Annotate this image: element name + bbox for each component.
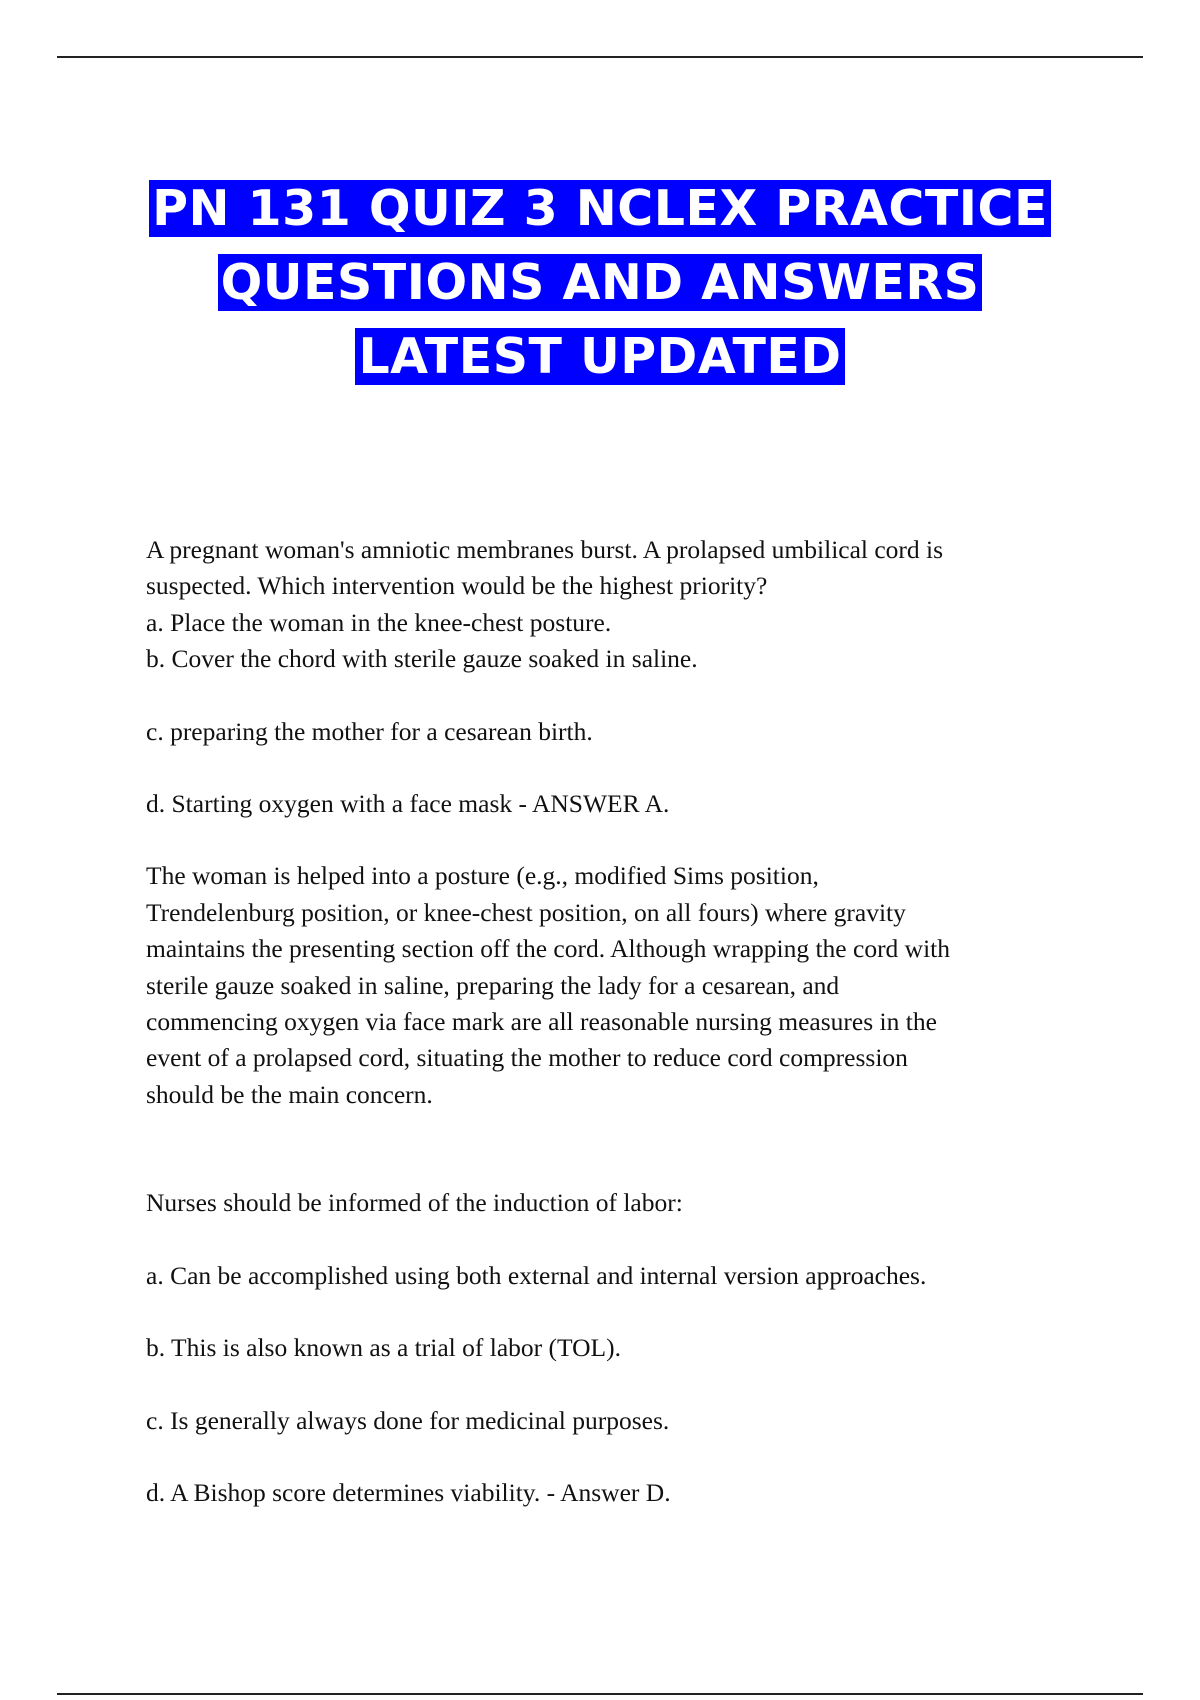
q1-option-b: b. Cover the chord with sterile gauze soaked in saline.: [146, 644, 698, 674]
q1-option-a: a. Place the woman in the knee-chest posture.: [146, 607, 612, 637]
title-line-3: LATEST UPDATED: [0, 320, 1200, 394]
q2-option-c: c. Is generally always done for medicinal purposes.: [146, 1405, 670, 1435]
q1-rationale-line-1: The woman is helped into a posture (e.g., modified Sims position,: [146, 861, 819, 891]
q1-stem-line-2: suspected. Which intervention would be the highest priority?: [146, 571, 768, 601]
document-title: [0, 172, 1200, 394]
q2-option-d-answer: d. A Bishop score determines viability. - Answer D.: [146, 1477, 671, 1507]
top-rule: [57, 56, 1143, 58]
q1-option-c: c. preparing the mother for a cesarean birth.: [146, 716, 593, 746]
document-body: [146, 532, 1066, 1511]
q1-stem-line-1: A pregnant woman's amniotic membranes burst. A prolapsed umbilical cord is: [146, 535, 944, 564]
q2-option-a: a. Can be accomplished using both external and internal version approaches.: [146, 1260, 927, 1290]
q1-rationale-line-7: should be the main concern.: [146, 1079, 433, 1109]
q2-option-b: b. This is also known as a trial of labor (TOL).: [146, 1333, 621, 1363]
q1-rationale-line-3: maintains the presenting section off the cord. Although wrapping the cord with: [146, 934, 951, 964]
q1-rationale-line-2: Trendelenburg position, or knee-chest position, on all fours) where gravity: [146, 897, 906, 927]
q1-rationale-line-6: event of a prolapsed cord, situating the mother to reduce cord compression: [146, 1043, 908, 1073]
title-line-2: QUESTIONS AND ANSWERS: [0, 246, 1200, 320]
q1-rationale-line-4: sterile gauze soaked in saline, preparing the lady for a cesarean, and: [146, 970, 840, 1000]
bottom-rule: [57, 1693, 1143, 1695]
q1-rationale-line-5: commencing oxygen via face mark are all reasonable nursing measures in the: [146, 1007, 937, 1037]
title-line-1: PN 131 QUIZ 3 NCLEX PRACTICE: [0, 172, 1200, 246]
q1-option-d-answer: d. Starting oxygen with a face mask - ANSWER A.: [146, 789, 670, 819]
q2-stem: Nurses should be informed of the induction of labor:: [146, 1188, 683, 1218]
